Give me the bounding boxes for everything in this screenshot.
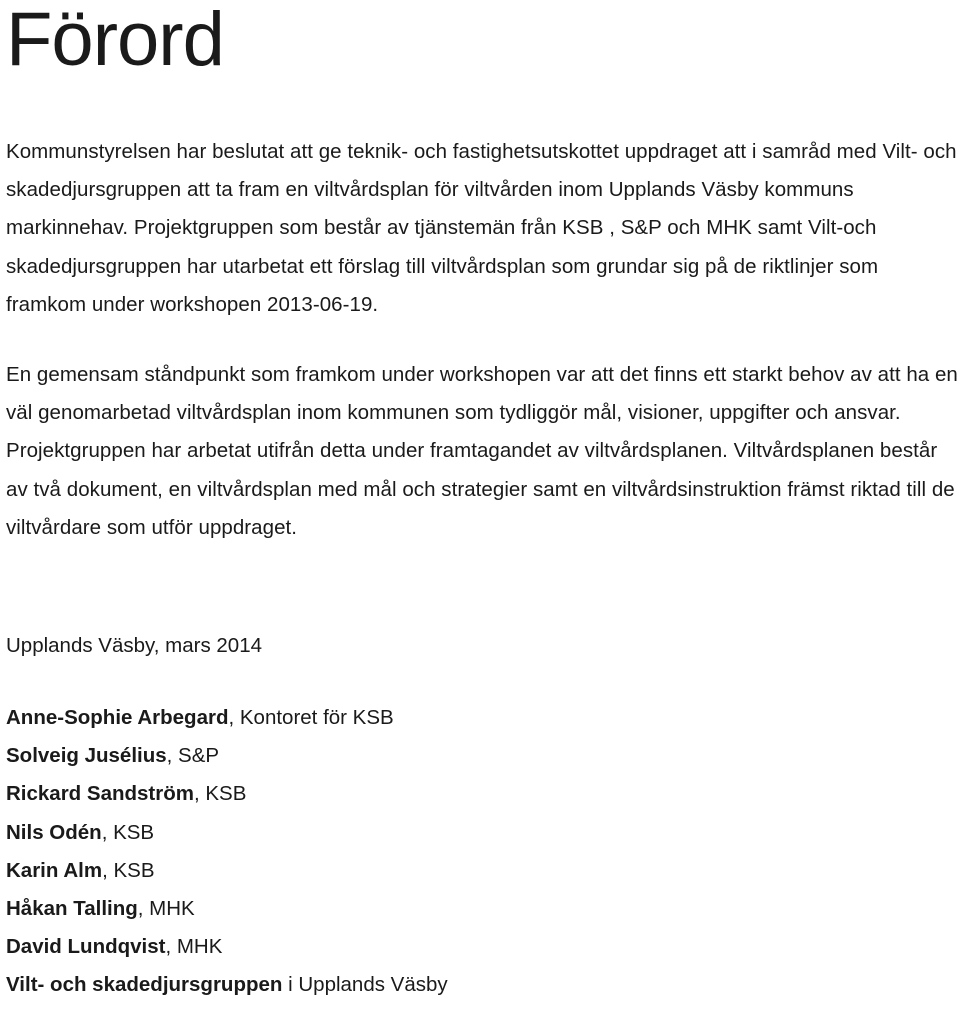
signer-name: Karin Alm: [6, 858, 103, 882]
signer-name: David Lundqvist: [6, 935, 166, 959]
signer-name: Solveig Jusélius: [6, 744, 167, 768]
signer-item: [6, 699, 960, 737]
signer-name: Vilt- och skadedjursgruppen: [6, 973, 283, 997]
signer-name: Håkan Talling: [6, 897, 138, 921]
signer-item: [6, 814, 960, 852]
place-and-date: Upplands Väsby, mars 2014: [6, 634, 263, 658]
document-page: [6, 0, 960, 1021]
signer-affiliation: , KSB: [193, 782, 247, 806]
signer-item: [6, 852, 960, 890]
signer-affiliation: i Upplands Väsby: [282, 973, 448, 997]
signer-item: [6, 775, 960, 813]
signer-affiliation: , KSB: [101, 820, 155, 844]
paragraph-workshop: En gemensam ståndpunkt som framkom under workshopen var att det finns ett starkt behov av att ha en väl genomarbetad viltvårdsplan inom kommunen som tydliggör mål, visioner, uppgifter och ansvar. Projektgruppen har arbetat utifrån detta under framtagandet av viltvårdsplanen. Viltvårdsplanen består av två dokument, en viltvårdsplan med mål och strategier samt en viltvårdsinstruktion främst riktad till de viltvårdare som utför uppdraget.: [6, 363, 958, 539]
paragraph-assignment: Kommunstyrelsen har beslutat att ge teknik- och fastighetsutskottet uppdraget att i samråd med Vilt- och skadedjursgruppen att ta fram en viltvårdsplan för viltvården inom Upplands Väsby kommuns markinnehav. Projektgruppen som består av tjänstemän från KSB , S&P och MHK samt Vilt-och skadedjursgruppen har utarbetat ett förslag till viltvårdsplan som grundar sig på de riktlinjer som framkom under workshopen 2013-06-19.: [6, 140, 957, 316]
signer-item: [6, 737, 960, 775]
signer-item: [6, 890, 960, 928]
signer-name: Nils Odén: [6, 820, 102, 844]
signer-name: Anne-Sophie Arbegard: [6, 706, 229, 730]
signer-affiliation: , S&P: [166, 744, 220, 768]
signer-affiliation: , MHK: [165, 935, 223, 959]
signer-affiliation: , KSB: [102, 858, 155, 882]
page-title: Förord: [6, 0, 224, 82]
signer-name: Rickard Sandström: [6, 782, 194, 806]
signer-item: [6, 928, 960, 966]
signer-list: [6, 699, 960, 1005]
signer-item: [6, 966, 960, 1004]
signer-affiliation: , MHK: [137, 897, 195, 921]
signer-affiliation: , Kontoret för KSB: [228, 706, 394, 730]
